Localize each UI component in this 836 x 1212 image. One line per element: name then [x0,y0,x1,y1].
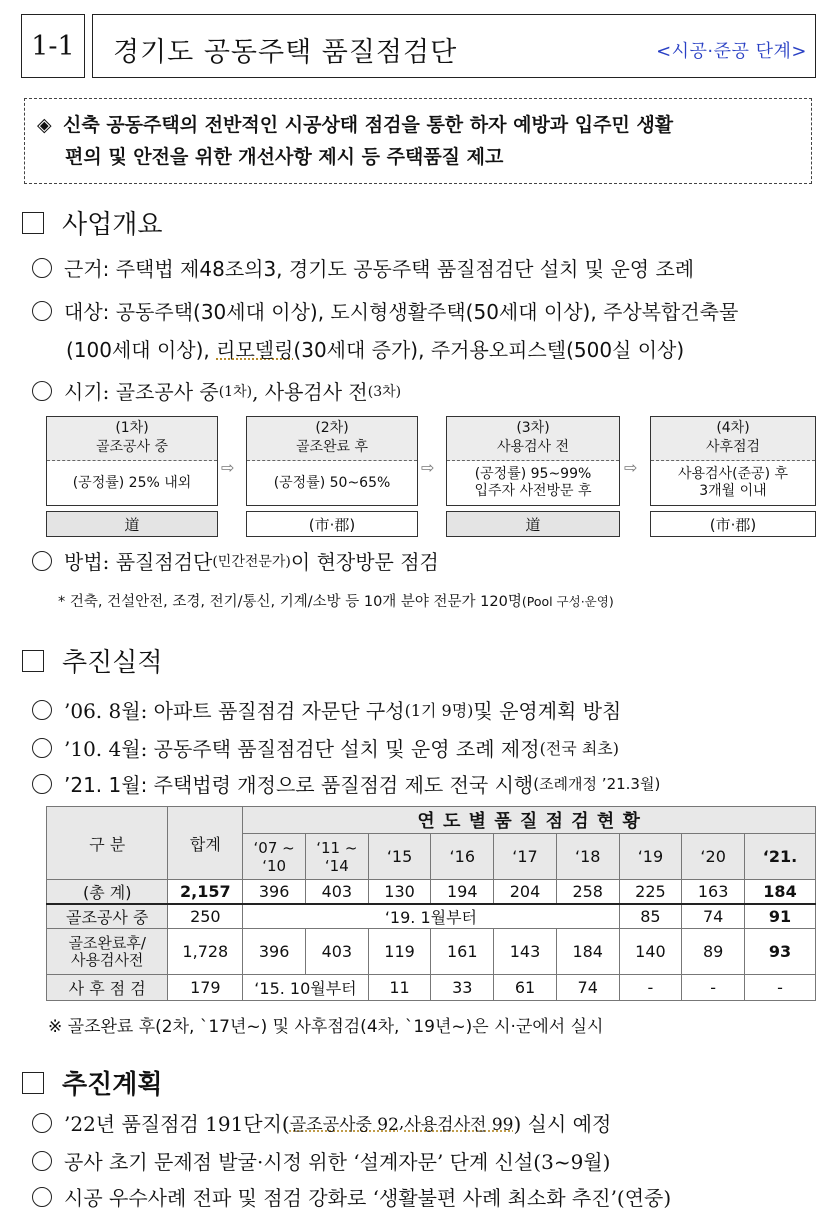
row-note: ‘19. 1월부터 [243,904,619,929]
cell: 85 [619,904,682,929]
section-number [21,14,85,78]
cell: 119 [368,929,431,975]
step-round: (4차) [716,420,750,436]
cell: 204 [494,880,557,905]
arrow-right-icon: ⇨ [624,458,638,477]
summary-box [24,98,812,184]
plan1-a: ’22년 품질점검 191단지( [64,1112,290,1136]
target-remodeling: 리모델링 [216,338,294,362]
summary-line-1: 신축 공동주택의 전반적인 시공상태 점검을 통한 하자 예방과 입주민 생활 [63,114,674,136]
table-row [47,904,816,929]
cell: 74 [682,904,745,929]
overview-method [32,546,439,575]
ach2-a: ’10. 4월: 공동주택 품질점검단 설치 및 운영 조례 제정 [64,737,540,761]
row-label-line-1: 골조완료후/ [68,933,146,952]
step-detail: 사용검사(준공) 후 [677,466,789,482]
square-bullet-icon [22,650,44,672]
step-detail: (공정률) 95~99% [474,466,592,482]
method-c: 이 현장방문 점검 [290,550,439,574]
step-detail-2: 입주자 사전방문 후 [474,483,592,499]
overview-target [32,296,738,325]
plan-2 [32,1146,610,1175]
overview-basis [32,253,694,282]
circle-bullet-icon [32,1113,52,1133]
row-total: 250 [168,904,243,929]
method-note [58,590,614,611]
step-detail-2: 3개월 이내 [699,483,767,499]
circle-bullet-icon [32,738,52,758]
step-round: (1차) [115,420,149,436]
summary-line-2: 편의 및 안전을 위한 개선사항 제시 등 주택품질 제고 [65,146,504,168]
step-name: 사후점검 [705,439,761,455]
method-note-b: (Pool 구성·운영) [521,594,614,609]
method-note-a: * 건축, 건설안전, 조경, 전기/통신, 기계/소방 등 10개 분야 전문가 120명 [58,594,522,610]
arrow-right-icon: ⇨ [221,458,235,477]
header-total: 합계 [168,807,243,880]
header-year: ‘21. [745,834,816,880]
table-title: 연 도 별 품 질 점 검 현 황 [243,807,816,834]
overview-timing [32,376,401,405]
cell: 225 [619,880,682,905]
table-row [47,975,816,1001]
step-detail: (공정률) 50~65% [273,474,391,491]
cell: 33 [431,975,494,1001]
flow-step-3 [446,416,620,506]
cell: 93 [745,929,816,975]
header-year: ‘20 [682,834,745,880]
table-row [47,929,816,975]
stage-label: <시공·준공 단계> [656,41,807,62]
ach2-b: (전국 최초) [539,739,619,758]
row-label: 골조공사 중 [47,904,168,929]
cell: 403 [305,929,368,975]
circle-bullet-icon [32,1151,52,1171]
table-row [47,880,816,905]
overview-basis-text: 근거: 주택법 제48조의3, 경기도 공동주택 품질점검단 설치 및 운영 조례 [64,257,695,281]
step-name: 사용검사 전 [496,439,570,455]
ach3-b: (조례개정 ’21.3월) [533,775,661,793]
inspection-stats-table [46,806,816,1001]
timing-b: (1차) [218,383,253,400]
cell: 396 [243,880,306,905]
plan-1 [32,1108,611,1137]
agency-step-4: (市·郡) [650,511,816,537]
section-number-text: 1-1 [31,30,75,62]
header-year: ‘19 [619,834,682,880]
plan-3 [32,1182,671,1211]
circle-bullet-icon [32,258,52,278]
cell: 130 [368,880,431,905]
cell: 258 [556,880,619,905]
section-overview-heading: 사업개요 [62,210,163,240]
table-footnote: ※ 골조완료 후(2차, `17년~) 및 사후점검(4차, `19년~)은 시·군에서 실시 [48,1017,604,1037]
cell: 163 [682,880,745,905]
step-round: (3차) [516,420,550,436]
page-title: 경기도 공동주택 품질점검단 [113,37,458,68]
circle-bullet-icon [32,301,52,321]
plan3-text: 시공 우수사례 전파 및 점검 강화로 ‘생활불편 사례 최소화 추진’(연중) [64,1186,672,1210]
cell: 194 [431,880,494,905]
section-plan-heading: 추진계획 [62,1070,163,1100]
section-achievements-heading: 추진실적 [62,648,163,678]
cell: 143 [494,929,557,975]
method-b: (민간전문가) [212,553,291,570]
section-overview [22,204,162,241]
cell: 61 [494,975,557,1001]
cell: 140 [619,929,682,975]
timing-c: , 사용검사 전 [252,380,368,404]
plan1-e: ) 실시 예정 [513,1112,612,1136]
row-total: 2,157 [168,880,243,905]
row-note: ‘15. 10월부터 [243,975,368,1001]
timing-a: 시기: 골조공사 중 [64,380,219,404]
header-year: ‘11 ~ ‘14 [305,834,368,880]
plan1-d: 사용검사전 99 [404,1115,514,1135]
overview-target-text: 대상: 공동주택(30세대 이상), 도시형생활주택(50세대 이상), 주상복합건축물 [64,300,739,324]
cell: 161 [431,929,494,975]
target-part-c: (30세대 증가), 주거용오피스텔(500실 이상) [293,338,685,362]
step-name: 골조완료 후 [295,439,369,455]
header-category: 구 분 [47,807,168,880]
flow-step-4 [650,416,816,506]
achievement-3 [32,769,660,798]
header-year: ‘15 [368,834,431,880]
step-round: (2차) [315,420,349,436]
flow-step-2 [246,416,418,506]
cell: - [682,975,745,1001]
circle-bullet-icon [32,700,52,720]
cell: 396 [243,929,306,975]
overview-target-cont [66,334,684,363]
flow-step-1 [46,416,218,506]
agency-step-2: (市·郡) [246,511,418,537]
row-label-line-2: 사용검사전 [70,950,144,969]
diamond-icon: ◈ [37,114,52,136]
row-label: (총 계) [47,880,168,905]
ach3-a: ’21. 1월: 주택법령 개정으로 품질점검 제도 전국 시행 [64,773,534,797]
step-name: 골조공사 중 [95,439,169,455]
header-year: ‘18 [556,834,619,880]
ach1-b: (1기 9명) [404,701,474,720]
circle-bullet-icon [32,551,52,571]
achievement-2 [32,733,619,762]
section-plan [22,1064,162,1101]
title-box [92,14,816,78]
target-part-a: (100세대 이상), [66,338,217,362]
arrow-right-icon: ⇨ [421,458,435,477]
row-label: 사 후 점 검 [47,975,168,1001]
cell: 74 [556,975,619,1001]
cell: 184 [745,880,816,905]
step-detail: (공정률) 25% 내외 [72,474,192,491]
cell: 89 [682,929,745,975]
ach1-c: 및 운영계획 방침 [473,699,622,723]
header-year: ‘16 [431,834,494,880]
cell: - [745,975,816,1001]
timing-d: (3차) [367,383,402,400]
row-total: 179 [168,975,243,1001]
header-year: ‘07 ~ ‘10 [243,834,306,880]
header-year: ‘17 [494,834,557,880]
cell: 11 [368,975,431,1001]
cell: 184 [556,929,619,975]
agency-step-3: 道 [446,511,620,537]
section-achievements [22,642,162,679]
cell: 403 [305,880,368,905]
circle-bullet-icon [32,381,52,401]
ach1-a: ’06. 8월: 아파트 품질점검 자문단 구성 [64,699,405,723]
agency-step-1: 道 [46,511,218,537]
plan2-text: 공사 초기 문제점 발굴·시정 위한 ‘설계자문’ 단계 신설(3~9월) [64,1150,611,1174]
plan1-b: 골조공사중 92 [289,1115,399,1135]
square-bullet-icon [22,212,44,234]
circle-bullet-icon [32,774,52,794]
cell: - [619,975,682,1001]
plan1-c: , [398,1112,405,1133]
row-total: 1,728 [168,929,243,975]
cell: 91 [745,904,816,929]
row-label [47,929,168,975]
achievement-1 [32,695,621,724]
square-bullet-icon [22,1072,44,1094]
method-a: 방법: 품질점검단 [64,550,213,574]
circle-bullet-icon [32,1187,52,1207]
